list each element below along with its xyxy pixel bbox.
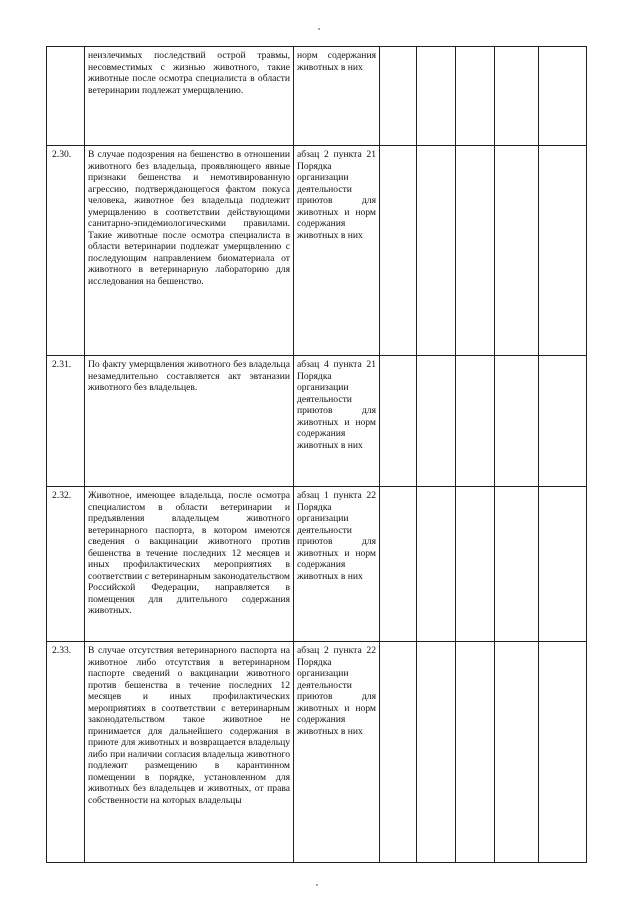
- legal-reference: норм содержания животных в них: [294, 47, 380, 146]
- empty-cell: [495, 487, 539, 642]
- row-number: 2.30.: [47, 146, 85, 356]
- empty-cell: [380, 47, 417, 146]
- requirement-text: Животное, имеющее владельца, после осмотра специалистом в области ветеринарии и предъявления владельцем животного ветеринарного паспорта, в котором имеются сведения о вакцинации животного против бешенства в течение последних 12 месяцев и иных профилактических мероприятиях в соответствии с ветеринарным законодательством Российской Федерации, направляется в помещения для длительного содержания животных.: [85, 487, 294, 642]
- row-number: 2.33.: [47, 642, 85, 863]
- table-row: [47, 487, 587, 642]
- empty-cell: [539, 356, 587, 487]
- empty-cell: [495, 356, 539, 487]
- empty-cell: [456, 642, 495, 863]
- empty-cell: [495, 146, 539, 356]
- row-number: [47, 47, 85, 146]
- table-row: [47, 642, 587, 863]
- empty-cell: [539, 487, 587, 642]
- empty-cell: [456, 146, 495, 356]
- empty-cell: [495, 47, 539, 146]
- empty-cell: [380, 146, 417, 356]
- empty-cell: [456, 487, 495, 642]
- legal-reference: абзац 1 пункта 22 Порядка организации деятельности приютов для животных и норм содержания животных в них: [294, 487, 380, 642]
- empty-cell: [380, 356, 417, 487]
- requirement-text: По факту умерщвления животного без владельца незамедлительно составляется акт эвтаназии животного без владельцев.: [85, 356, 294, 487]
- requirement-text: В случае подозрения на бешенство в отношении животного без владельца, проявляющего явные признаки бешенства и немотивированную агрессию, подтверждающегося фактом покуса человека, животное без владельца подлежит умерщвлению в соответствии действующими санитарно-эпидемиологическими правилами. Такие животные после осмотра специалиста в области ветеринарии подлежат умерщвлению с последующим направлением биоматериала от животного в ветеринарную лабораторию для исследования на бешенство.: [85, 146, 294, 356]
- legal-reference: абзац 2 пункта 22 Порядка организации деятельности приютов для животных и норм содержания животных в них: [294, 642, 380, 863]
- empty-cell: [417, 487, 456, 642]
- requirement-text: В случае отсутствия ветеринарного паспорта на животное либо отсутствия в ветеринарном паспорте сведений о вакцинации животного против бешенства в течение последних 12 месяцев и иных профилактических мероприятиях в соответствии с ветеринарным законодательством такое животное не принимается для дальнейшего содержания в приюте для животных и возвращается владельцу либо при наличии согласия владельца животного подлежит размещению в карантинном помещении в порядке, установленном для животных без владельцев и животных, от права собственности на которых владельцы: [85, 642, 294, 863]
- legal-reference: абзац 2 пункта 21 Порядка организации деятельности приютов для животных и норм содержания животных в них: [294, 146, 380, 356]
- empty-cell: [417, 356, 456, 487]
- requirement-text: неизлечимых последствий острой травмы, несовместимых с жизнью животного, такие животные после осмотра специалиста в области ветеринарии подлежат умерщвлению.: [85, 47, 294, 146]
- empty-cell: [539, 146, 587, 356]
- empty-cell: [380, 642, 417, 863]
- table-row: [47, 356, 587, 487]
- empty-cell: [495, 642, 539, 863]
- empty-cell: [456, 356, 495, 487]
- table-row: [47, 146, 587, 356]
- empty-cell: [417, 146, 456, 356]
- empty-cell: [417, 47, 456, 146]
- empty-cell: [380, 487, 417, 642]
- table-row: [47, 47, 587, 146]
- legal-reference: абзац 4 пункта 21 Порядка организации деятельности приютов для животных и норм содержания животных в них: [294, 356, 380, 487]
- empty-cell: [539, 642, 587, 863]
- scan-speck: [316, 884, 318, 886]
- row-number: 2.32.: [47, 487, 85, 642]
- empty-cell: [417, 642, 456, 863]
- row-number: 2.31.: [47, 356, 85, 487]
- scan-speck: [318, 28, 320, 30]
- empty-cell: [539, 47, 587, 146]
- requirements-table: [46, 46, 587, 863]
- empty-cell: [456, 47, 495, 146]
